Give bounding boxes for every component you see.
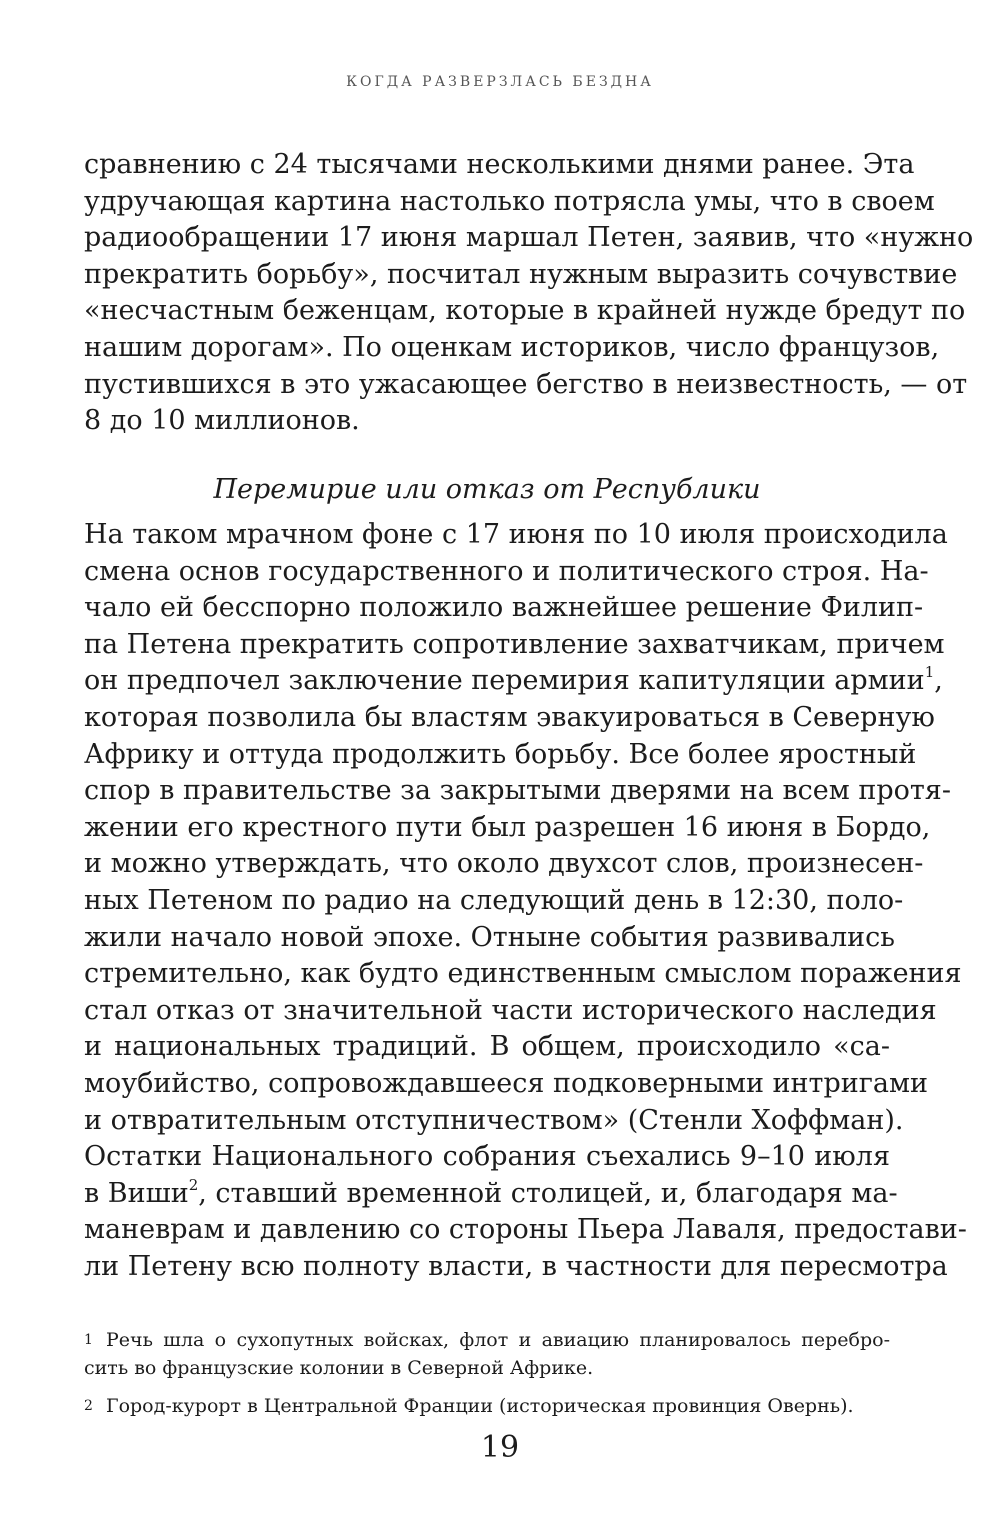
text-line: жили начало новой эпохе. Отныне события развивались — [84, 921, 895, 953]
text-line: Африку и оттуда продолжить борьбу. Все более яростный — [84, 738, 917, 770]
text-line: ных Петеном по радио на следующий день в 12:30, поло- — [84, 884, 904, 916]
text-line: моубийство, сопровождавшееся подковерными интригами — [84, 1067, 928, 1099]
footnote-number: 2 — [84, 1398, 93, 1414]
text-line: «несчастным беженцам, которые в крайней нужде бредут по — [84, 295, 966, 327]
page-number: 19 — [480, 1430, 520, 1465]
text-line: пустившихся в это ужасающее бегство в неизвестность, — от — [84, 368, 968, 400]
text-line: 8 до 10 миллионов. — [84, 405, 360, 437]
text-line-with-footnote — [84, 663, 943, 700]
footnotes — [84, 1326, 890, 1420]
text-line: Остатки Национального собрания съехались 9–10 июля — [84, 1141, 890, 1173]
text-line: удручающая картина настолько потрясла умы, что в своем — [84, 185, 935, 217]
text-line: маневрам и давлению со стороны Пьера Лаваля, предостави- — [84, 1214, 967, 1246]
footnote-text: Речь шла о сухопутных войсках, флот и авиацию планировалось перебро- — [106, 1329, 890, 1351]
text-line: и отвратительным отступничеством» (Стенли Хоффман). — [84, 1104, 904, 1136]
footnote-number: 1 — [84, 1332, 93, 1348]
text-line: стремительно, как будто единственным смыслом поражения — [84, 958, 962, 990]
text-line: стал отказ от значительной части исторического наследия — [84, 994, 937, 1026]
footnote-2 — [84, 1392, 890, 1420]
footnote-text: Город-курорт в Центральной Франции (историческая провинция Овернь). — [106, 1395, 854, 1417]
footnote-line: сить во французские колонии в Северной Африке. — [84, 1357, 594, 1379]
text-line: смена основ государственного и политического строя. На- — [84, 555, 929, 587]
text-fragment: , ставший временной столицей, и, благодаря ма- — [198, 1177, 898, 1209]
text-line: спор в правительстве за закрытыми дверями на всем протя- — [84, 775, 951, 807]
text-line: и национальных традиций. В общем, происходило «са- — [84, 1031, 890, 1063]
paragraph-1 — [84, 147, 974, 440]
text-line: прекратить борьбу», посчитал нужным выразить сочувствие — [84, 258, 958, 290]
text-fragment: он предпочел заключение перемирия капитуляции армии — [84, 665, 925, 697]
footnote-ref-1[interactable]: 1 — [924, 663, 935, 682]
footnote-line — [84, 1326, 890, 1354]
text-line: На таком мрачном фоне с 17 июня по 10 июля происходила — [84, 519, 948, 550]
text-line-with-footnote — [84, 1175, 898, 1213]
text-line: сравнению с 24 тысячами несколькими днями ранее. Эта — [84, 149, 915, 180]
text-line: ли Петену всю полноту власти, в частности для пересмотра — [84, 1250, 948, 1282]
paragraph-2 — [84, 517, 967, 1285]
text-line: и можно утверждать, что около двухсот слов, произнесен- — [84, 848, 924, 880]
section-heading: Перемирие или отказ от Республики — [213, 474, 761, 505]
text-line: чало ей бесспорно положило важнейшее решение Филип- — [84, 592, 924, 624]
text-fragment: , — [934, 665, 943, 697]
footnote-ref-2[interactable]: 2 — [188, 1175, 199, 1194]
text-line: радиообращении 17 июня маршал Петен, заявив, что «нужно — [84, 222, 974, 254]
text-line: которая позволила бы властям эвакуироваться в Северную — [84, 701, 935, 733]
footnote-line — [84, 1392, 890, 1420]
running-head: КОГДА РАЗВЕРЗЛАСЬ БЕЗДНА — [346, 74, 654, 90]
text-line: нашим дорогам». По оценкам историков, число французов, — [84, 331, 940, 363]
text-line: жении его крестного пути был разрешен 16 июня в Бордо, — [84, 811, 931, 843]
text-line: па Петена прекратить сопротивление захватчикам, причем — [84, 628, 945, 660]
footnote-1 — [84, 1326, 890, 1382]
text-fragment: в Виши — [84, 1177, 189, 1209]
